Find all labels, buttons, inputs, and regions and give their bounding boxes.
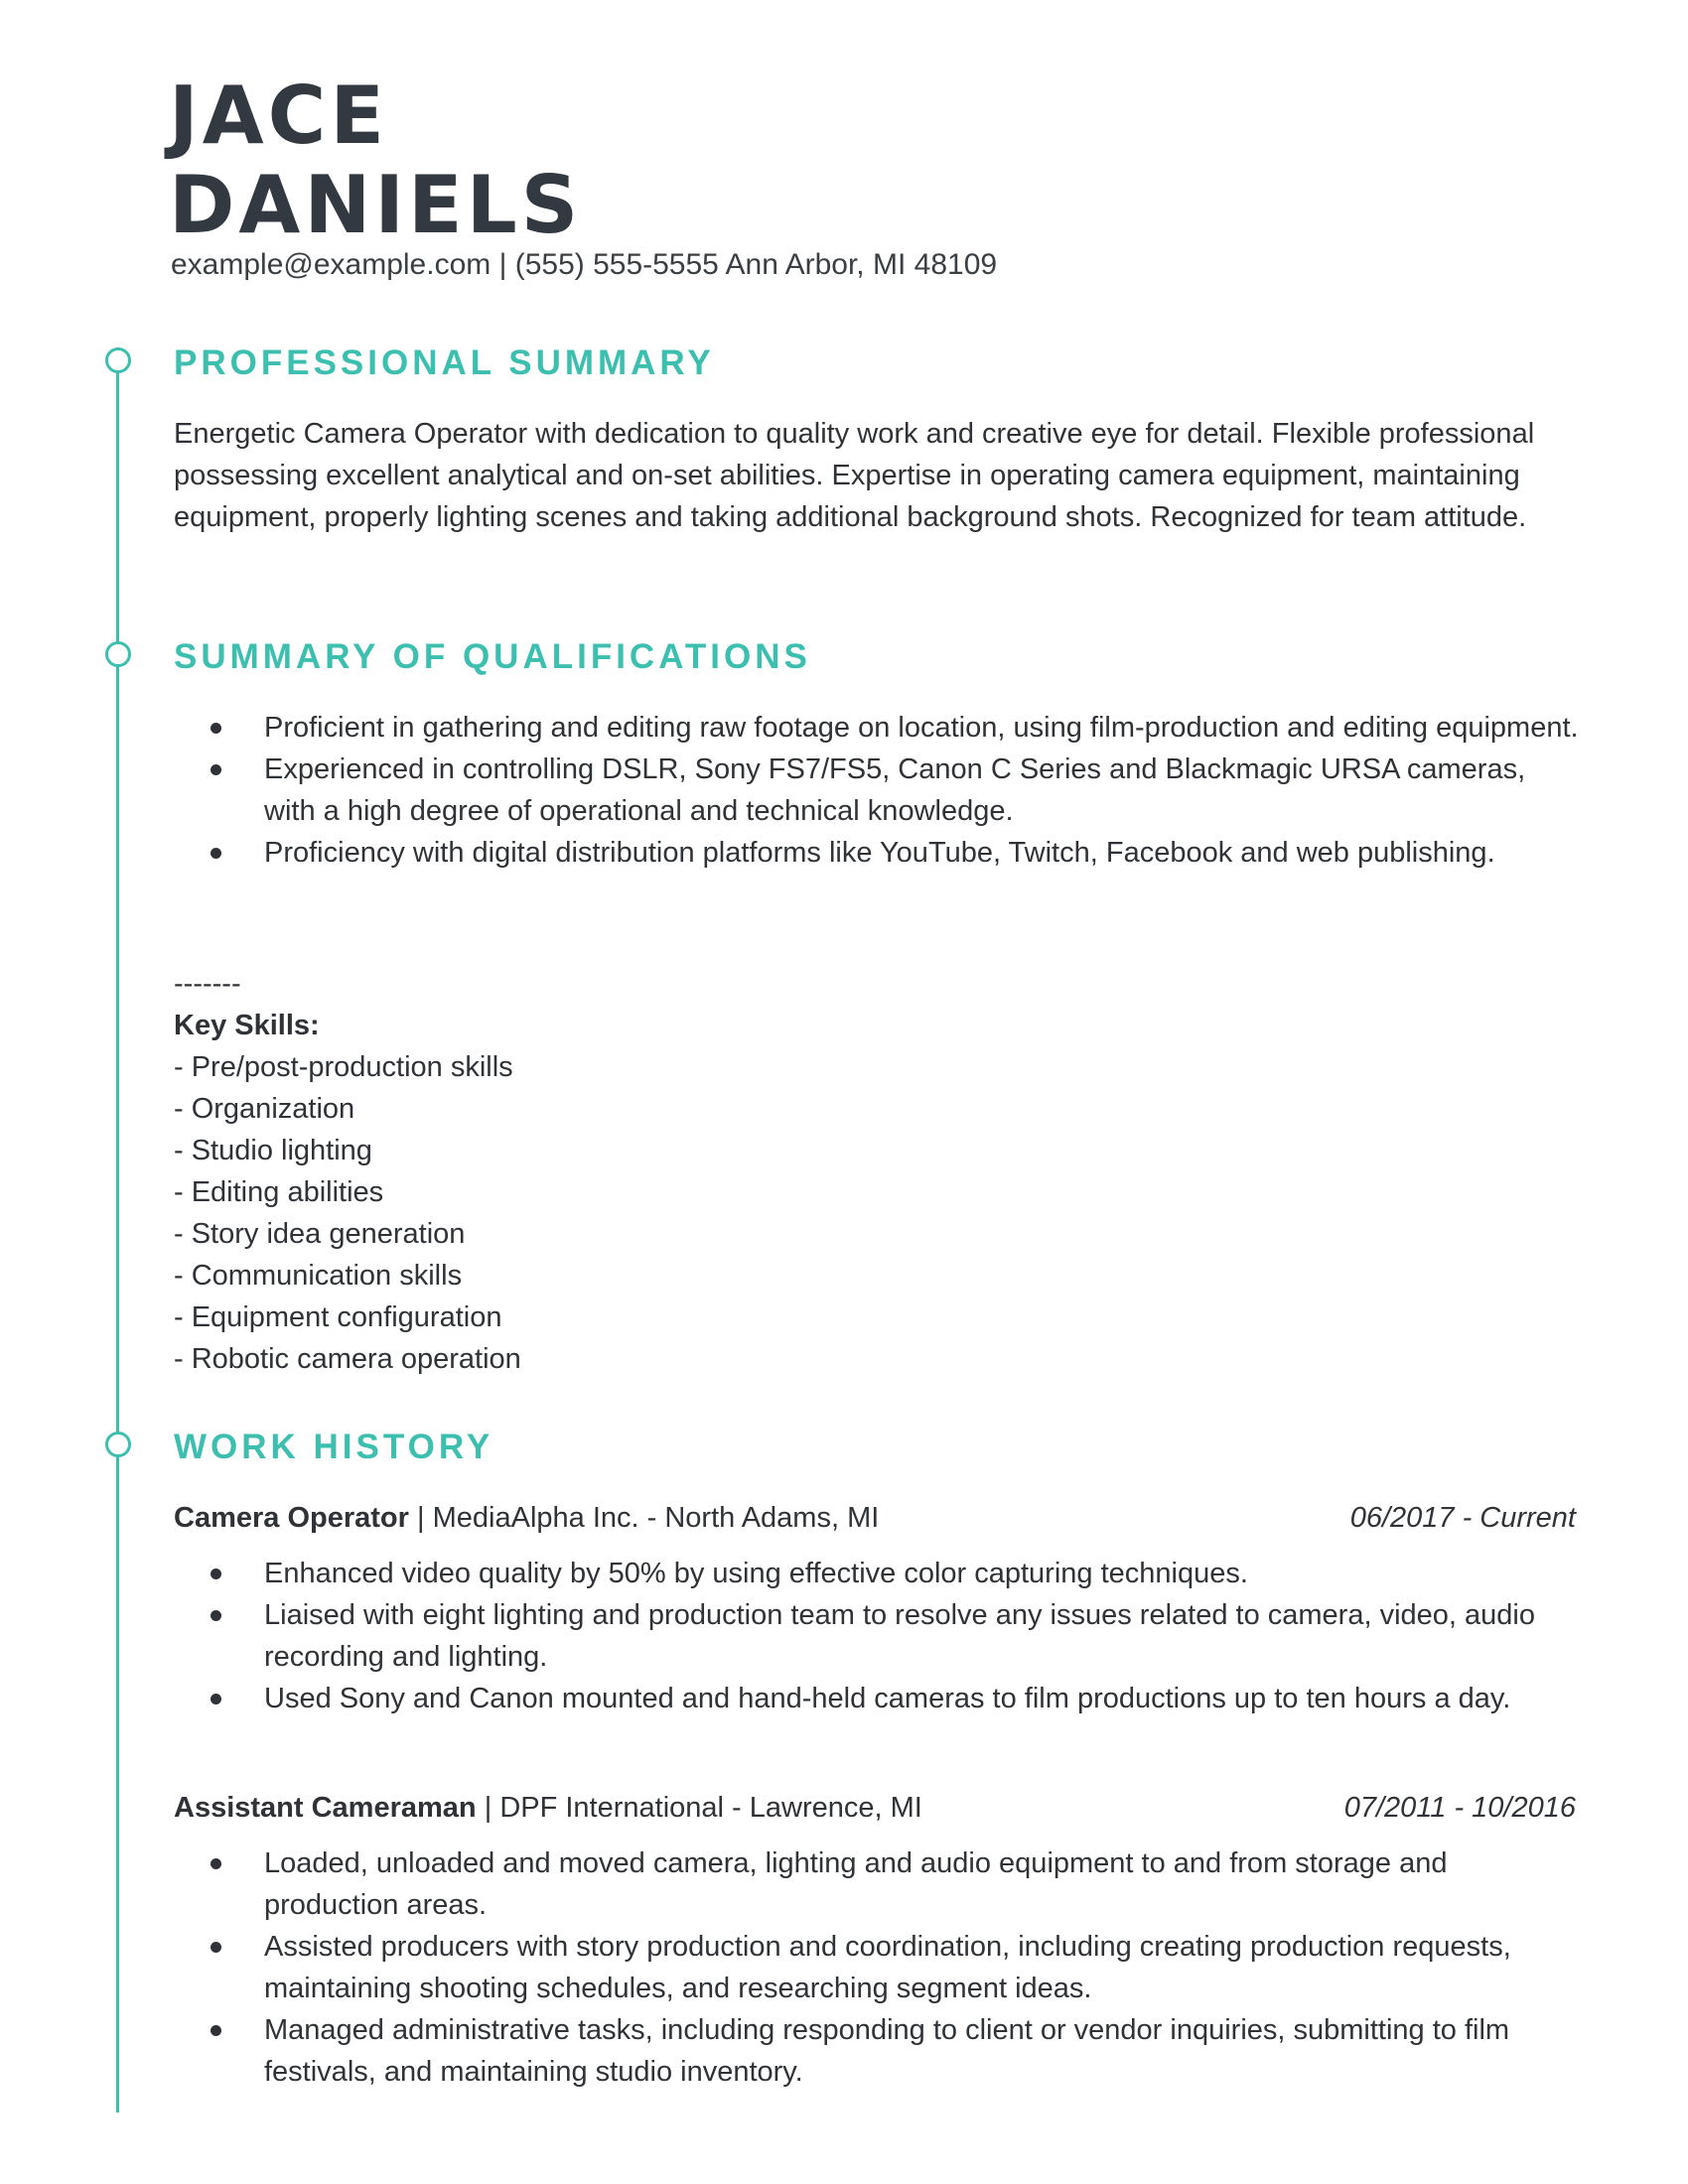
job-dates: 06/2017 - Current bbox=[1349, 1502, 1576, 1534]
job-bullets bbox=[174, 1843, 1584, 2093]
job-company: DPF International - Lawrence, MI bbox=[499, 1792, 922, 1824]
list-item: Experienced in controlling DSLR, Sony FS7/FS5, Canon C Series and Blackmagic URSA cameras, with a high degree of operational and technical knowledge. bbox=[174, 749, 1584, 832]
job-separator: | bbox=[417, 1502, 425, 1534]
timeline-node-work-icon bbox=[105, 1432, 131, 1457]
job-title: Assistant Cameraman bbox=[174, 1792, 477, 1824]
key-skills-list bbox=[174, 1046, 521, 1380]
section-title-summary: PROFESSIONAL SUMMARY bbox=[174, 343, 715, 382]
skill-item: - Robotic camera operation bbox=[174, 1343, 521, 1375]
timeline-line bbox=[116, 363, 119, 2113]
job-separator: | bbox=[484, 1792, 492, 1824]
list-item: Proficiency with digital distribution platforms like YouTube, Twitch, Facebook and web publishing. bbox=[174, 832, 1584, 874]
contact-line: example@example.com | (555) 555-5555 Ann Arbor, MI 48109 bbox=[171, 248, 998, 281]
job-bullets bbox=[174, 1553, 1584, 1719]
job-company: MediaAlpha Inc. - North Adams, MI bbox=[432, 1502, 880, 1534]
job-header bbox=[174, 1497, 1576, 1539]
job-header bbox=[174, 1787, 1576, 1829]
skill-item: - Pre/post-production skills bbox=[174, 1051, 513, 1083]
qualifications-list bbox=[174, 707, 1584, 874]
job-title: Camera Operator bbox=[174, 1502, 409, 1534]
section-title-work: WORK HISTORY bbox=[174, 1428, 494, 1466]
key-skills-label: Key Skills: bbox=[174, 1010, 320, 1041]
list-item: Proficient in gathering and editing raw footage on location, using film-production and editing equipment. bbox=[174, 707, 1584, 749]
list-item: Assisted producers with story production and coordination, including creating production requests, maintaining shooting schedules, and researching segment ideas. bbox=[174, 1926, 1584, 2009]
first-name: JACE bbox=[169, 69, 389, 162]
candidate-name bbox=[169, 71, 582, 250]
list-item: Enhanced video quality by 50% by using effective color capturing techniques. bbox=[174, 1553, 1584, 1594]
skill-item: - Studio lighting bbox=[174, 1135, 372, 1166]
skill-item: - Equipment configuration bbox=[174, 1301, 502, 1333]
divider-dashes: ------- bbox=[174, 968, 241, 1000]
list-item: Managed administrative tasks, including responding to client or vendor inquiries, submitting to film festivals, and maintaining studio inventory. bbox=[174, 2009, 1584, 2093]
skill-item: - Organization bbox=[174, 1093, 355, 1125]
last-name: DANIELS bbox=[169, 159, 583, 251]
summary-text: Energetic Camera Operator with dedication to quality work and creative eye for detail. Flexible professional possessing excellent analytical and on-set abilities. Expertise in operating camera equipment, maintaining equipment, properly lighting scenes and taking additional background shots. Recognized for team attitude. bbox=[174, 418, 1535, 533]
job-dates: 07/2011 - 10/2016 bbox=[1343, 1792, 1576, 1824]
timeline-node-qualifications-icon bbox=[105, 641, 131, 667]
skill-item: - Communication skills bbox=[174, 1260, 463, 1292]
list-item: Used Sony and Canon mounted and hand-held cameras to film productions up to ten hours a day. bbox=[174, 1678, 1584, 1719]
list-item: Liaised with eight lighting and production team to resolve any issues related to camera, video, audio recording and lighting. bbox=[174, 1594, 1584, 1678]
timeline-node-summary-icon bbox=[105, 347, 131, 373]
section-title-qualifications: SUMMARY OF QUALIFICATIONS bbox=[174, 637, 811, 676]
list-item: Loaded, unloaded and moved camera, lighting and audio equipment to and from storage and production areas. bbox=[174, 1843, 1584, 1926]
skill-item: - Story idea generation bbox=[174, 1218, 466, 1250]
skill-item: - Editing abilities bbox=[174, 1176, 384, 1208]
